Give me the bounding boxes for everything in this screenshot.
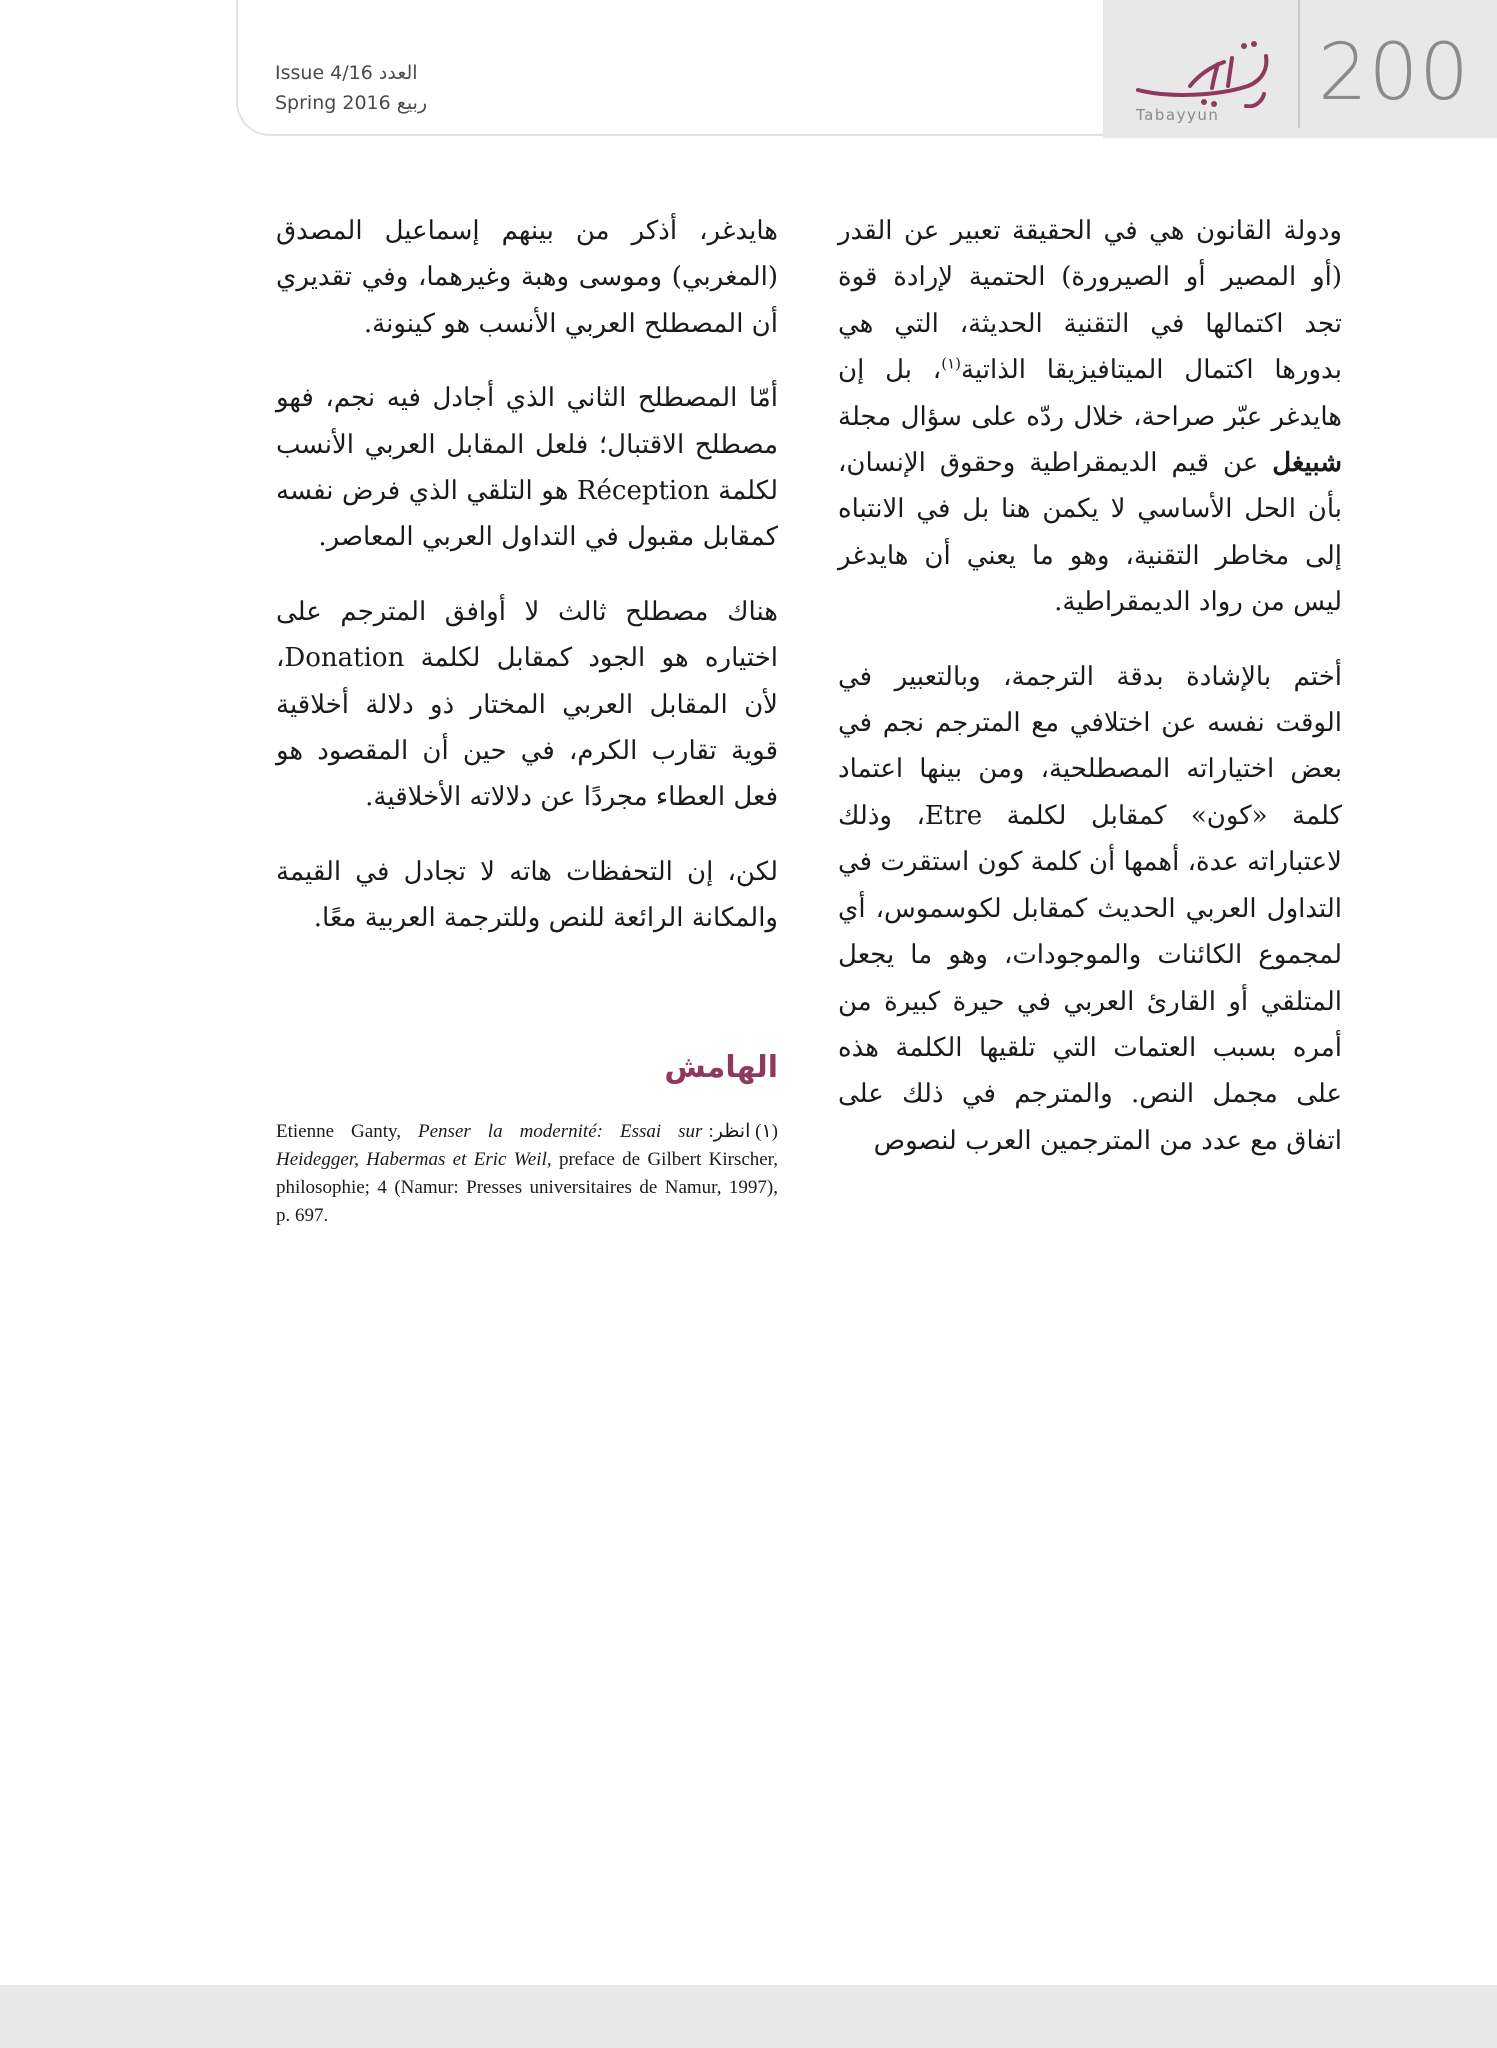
footnote-marker: (١) انظر: [708, 1121, 778, 1142]
journal-logo-mark [1128, 28, 1288, 108]
footnote-1 [276, 1118, 778, 1230]
paragraph: لكن، إن التحفظات هاته لا تجادل في القيمة والمكانة الرائعة للنص وللترجمة العربية معًا. [276, 856, 778, 934]
text-column-right [838, 208, 1342, 1192]
footnote-title: Penser la modernité: Essai sur Heidegger, Habermas et Eric Weil, [276, 1121, 703, 1170]
footnote-ref[interactable]: (١) [941, 354, 961, 373]
issue-number: Issue 4/16 العدد [275, 62, 418, 84]
paragraph: هناك مصطلح ثالث لا أوافق المترجم على اختياره هو الجود كمقابل لكلمة Donation، لأن المقابل العربي المختار ذو دلالة أخلاقية قوية تقارب الكرم، في حين أن المقصود هو فعل العطاء مجردًا عن دلالاته الأخلاقية. [276, 596, 778, 813]
paragraph-text: ، بل إن هايدغر عبّر صراحة، خلال ردّه على سؤال مجلة [838, 355, 1342, 432]
footnotes-heading: الهامش [664, 1050, 778, 1085]
paragraph: أختم بالإشادة بدقة الترجمة، وبالتعبير في الوقت نفسه عن اختلافي مع المترجم نجم في بعض اختياراته المصطلحية، ومن بينها اعتماد كلمة «كون» كمقابل لكلمة Etre، وذلك لاعتباراته عدة، أهمها أن كلمة كون استقرت في التداول العربي الحديث كمقابل لكوسموس، أي لمجموع الكائنات والموجودات، وهو ما يجعل المتلقي أو القارئ العربي في حيرة كبيرة من أمره بسبب العتمات التي تلقيها الكلمة هذه على مجمل النص. والمترجم في ذلك على اتفاق مع عدد من المترجمين العرب لنصوص [838, 661, 1342, 1156]
journal-logo-caption: Tabayyun [1136, 106, 1220, 124]
bold-term: شبيغل [1272, 448, 1342, 479]
footer-band [0, 1985, 1497, 2048]
paragraph-text: ودولة القانون هي في الحقيقة تعبير عن القدر (أو المصير أو الصيرورة) الحتمية لإرادة قوة تجد اكتمالها في التقنية الحديثة، التي هي بدورها اكتمال الميتافيزيقا الذاتية [838, 216, 1342, 386]
paragraph: هايدغر، أذكر من بينهم إسماعيل المصدق (المغربي) وموسى وهبة وغيرهما، وفي تقديري أن المصطلح العربي الأنسب هو كينونة. [276, 216, 778, 339]
issue-info [275, 58, 427, 118]
issue-season: Spring 2016 ربيع [275, 92, 428, 114]
journal-logo [1128, 28, 1293, 128]
header-divider [1298, 0, 1300, 128]
paragraph [838, 208, 1342, 626]
paragraph: أمّا المصطلح الثاني الذي أجادل فيه نجم، فهو مصطلح الاقتبال؛ فلعل المقابل العربي الأنسب لكلمة Réception هو التلقي الذي فرض نفسه كمقابل مقبول في التداول العربي المعاصر. [276, 383, 778, 553]
footnote-author: Etienne Ganty, [276, 1121, 419, 1142]
text-column-left [276, 208, 778, 970]
footnote-details: preface de Gilbert Kirscher, philosophie; 4 (Namur: Presses universitaires de Namur, 1997), p. 697. [276, 1149, 779, 1226]
paragraph-text: عن قيم الديمقراطية وحقوق الإنسان، بأن الحل الأساسي لا يكمن هنا بل في الانتباه إلى مخاطر التقنية، وهو ما يعني أن هايدغر ليس من رواد الديمقراطية. [838, 448, 1342, 618]
page-number: 200 [1318, 28, 1470, 118]
